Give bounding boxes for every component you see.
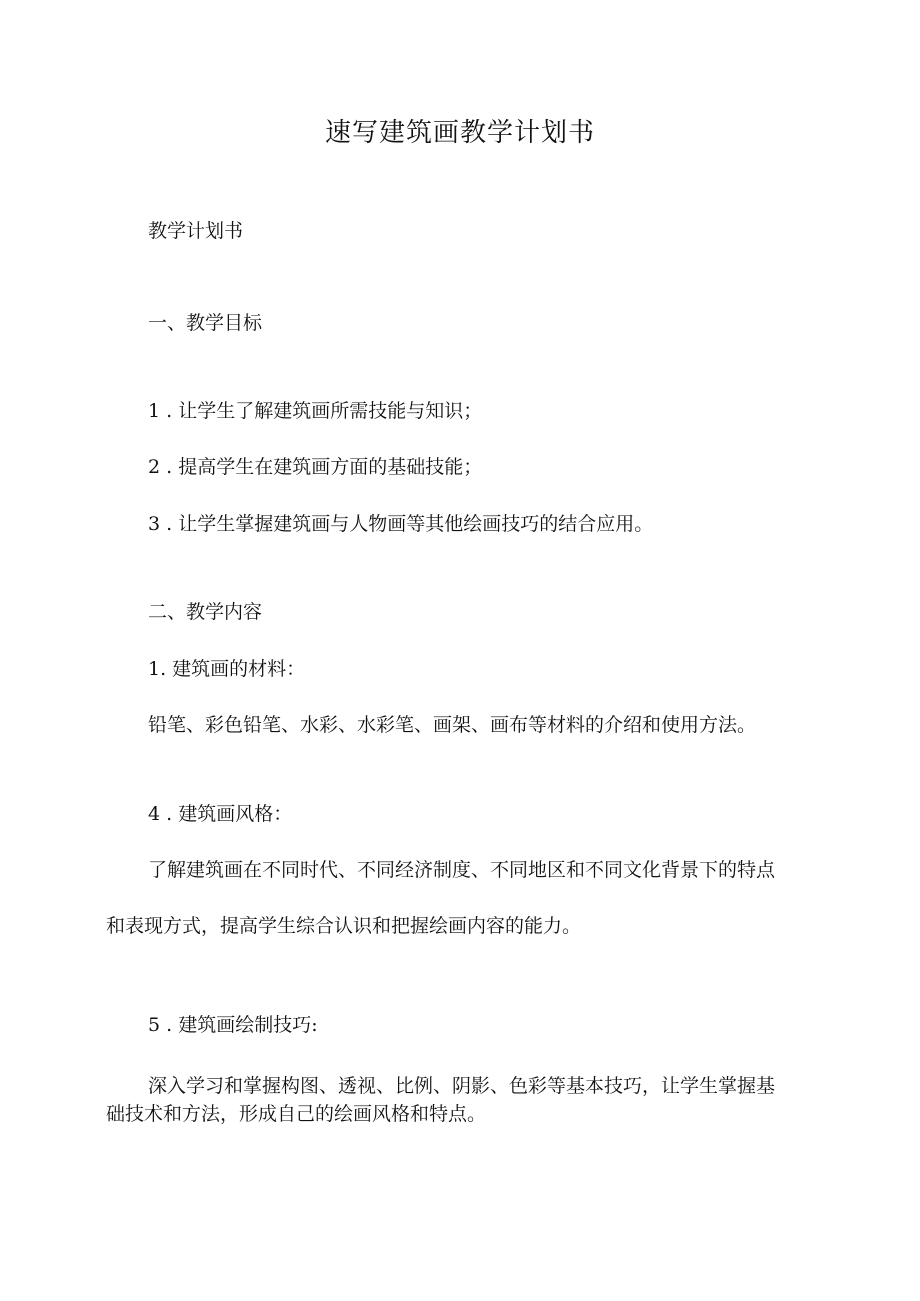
styles-text-line-2: 和表现方式，提高学生综合认识和把握绘画内容的能力。 bbox=[106, 915, 582, 937]
goal-item-3: 3 . 让学生掌握建筑画与人物画等其他绘画技巧的结合应用。 bbox=[148, 513, 654, 535]
subtitle: 教学计划书 bbox=[148, 220, 244, 242]
styles-heading: 4 . 建筑画风格： bbox=[148, 803, 293, 825]
goal-item-2: 2 . 提高学生在建筑画方面的基础技能； bbox=[148, 456, 483, 478]
section2-heading: 二、教学内容 bbox=[148, 601, 263, 623]
document-title: 速写建筑画教学计划书 bbox=[324, 118, 595, 148]
section1-heading: 一、教学目标 bbox=[148, 312, 263, 334]
techniques-text-line-1: 深入学习和掌握构图、透视、比例、阴影、色彩等基本技巧，让学生掌握基 bbox=[148, 1075, 776, 1097]
materials-heading: 1. 建筑画的材料： bbox=[148, 658, 306, 680]
styles-text-line-1: 了解建筑画在不同时代、不同经济制度、不同地区和不同文化背景下的特点 bbox=[148, 859, 776, 881]
goal-item-1: 1 . 让学生了解建筑画所需技能与知识； bbox=[148, 400, 483, 422]
techniques-heading: 5 . 建筑画绘制技巧: bbox=[148, 1014, 318, 1036]
techniques-text-line-2: 础技术和方法，形成自己的绘画风格和特点。 bbox=[106, 1103, 487, 1125]
materials-text: 铅笔、彩色铅笔、水彩、水彩笔、画架、画布等材料的介绍和使用方法。 bbox=[148, 714, 757, 736]
